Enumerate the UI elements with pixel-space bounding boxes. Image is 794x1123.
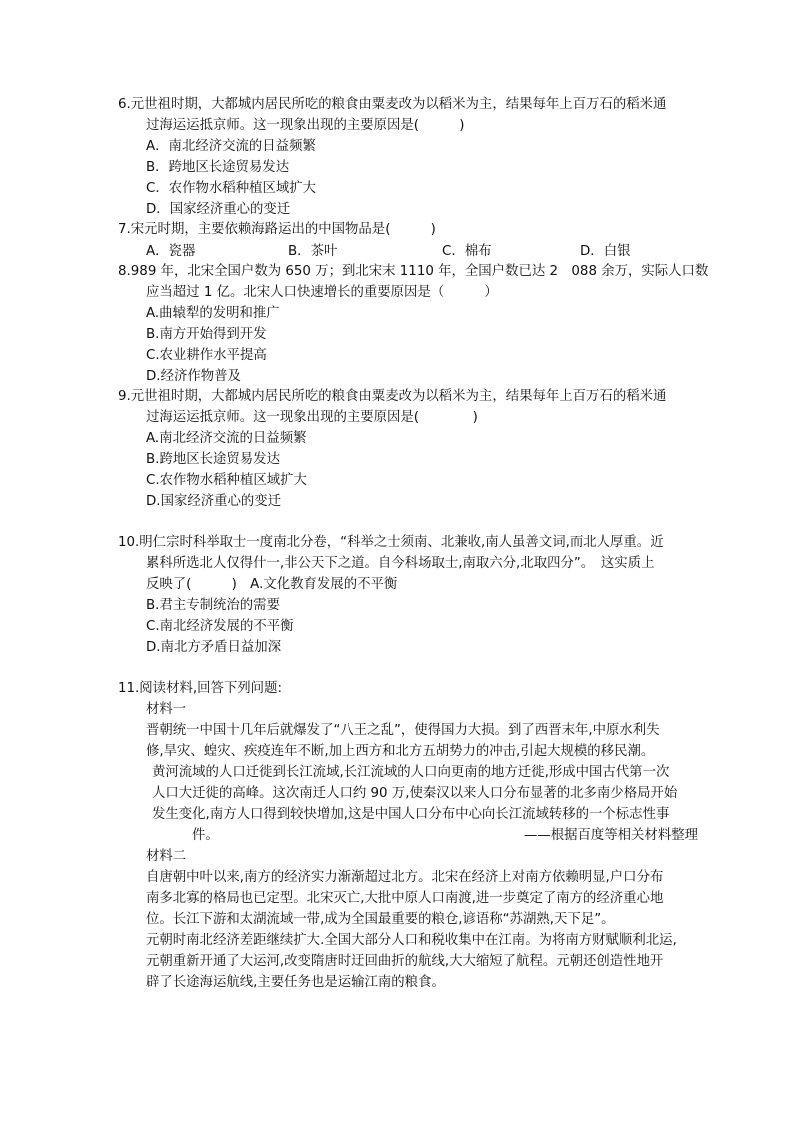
q6-option-c: C．农作物水稻种植区域扩大 — [146, 181, 317, 196]
q11-material1-line: 件。 — [192, 828, 219, 843]
q10-stem-line2: 累科所选北人仅得什一,非公天下之道。自今科场取士,南取六分,北取四分”。 这实质上 — [146, 556, 655, 571]
q11-stem: 11.阅读材料,回答下列问题: — [118, 681, 282, 696]
q11-material1-line: 发生变化,南方人口得到较快增加,这是中国人口分布中心向长江流域转移的一个标志性事 — [152, 807, 670, 822]
q11-material1-source: ——根据百度等相关材料整理 — [523, 828, 698, 843]
q10-option-c: C.南北经济发展的不平衡 — [146, 619, 294, 634]
q10-option-b: B.君主专制统治的需要 — [146, 598, 280, 613]
q11-material1-line: 晋朝统一中国十几年后就爆发了“八王之乱”，使得国力大损。到了西晋末年,中原水利失 — [146, 723, 660, 738]
q11-material2-title: 材料二 — [146, 849, 187, 864]
q6-option-b: B．跨地区长途贸易发达 — [146, 160, 290, 175]
q7-option-d: D．白银 — [580, 244, 631, 259]
q7-stem: 7.宋元时期，主要依赖海路运出的中国物品是( ) — [118, 222, 436, 237]
q11-material2-line: 南多北寡的格局也已定型。北宋灭亡,大批中原人口南渡,进一步奠定了南方的经济重心地 — [146, 891, 664, 906]
q6-option-a: A．南北经济交流的日益频繁 — [146, 139, 316, 154]
q7-option-b: B．茶叶 — [288, 244, 338, 259]
q9-stem-line2: 过海运运抵京师。这一现象出现的主要原因是( ) — [146, 410, 478, 425]
q9-option-a: A.南北经济交流的日益频繁 — [146, 431, 307, 446]
q10-stem-line3: 反映了( ) A.文化教育发展的不平衡 — [146, 577, 398, 592]
q8-option-a: A.曲辕犁的发明和推广 — [146, 306, 280, 321]
q8-option-b: B.南方开始得到开发 — [146, 327, 267, 342]
q6-stem-line2: 过海运运抵京师。这一现象出现的主要原因是( ) — [146, 118, 465, 133]
q8-option-d: D.经济作物普及 — [146, 369, 241, 384]
q11-material2-line: 元朝重新开通了大运河,改变隋唐时迂回曲折的航线,大大缩短了航程。元朝还创造性地开 — [146, 954, 664, 969]
q8-stem-line1: 8.989 年，北宋全国户数为 650 万；到北宋末 1110 年，全国户数已达 2 088 余万，实际人口数 — [118, 264, 709, 279]
q8-stem-line2: 应当超过 1 亿。北宋人口快速增长的重要原因是（ ） — [146, 285, 498, 300]
q9-option-d: D.国家经济重心的变迁 — [146, 494, 282, 509]
q11-material1-line: 黄河流域的人口迁徙到长江流域,长江流域的人口向更南的地方迁徙,形成中国古代第一次 — [152, 765, 670, 780]
q11-material2-line: 辟了长途海运航线,主要任务也是运输江南的粮食。 — [146, 975, 445, 990]
q11-material2-line: 元朝时南北经济差距继续扩大.全国大部分人口和税收集中在江南。为将南方财赋顺利北运, — [146, 933, 677, 948]
q11-material1-line: 修,旱灾、蝗灾、疾疫连年不断,加上西方和北方五胡势力的冲击,引起大规模的移民潮。 — [146, 744, 655, 759]
q11-material2-line: 位。长江下游和太湖流域一带,成为全国最重要的粮仓,谚语称“苏湖熟,天下足”。 — [146, 912, 615, 927]
q8-option-c: C.农业耕作水平提高 — [146, 348, 267, 363]
q9-stem-line1: 9.元世祖时期，大都城内居民所吃的粮食由粟麦改为以稻米为主，结果每年上百万石的稻米通 — [118, 389, 667, 404]
q11-material1-line: 人口大迁徙的高峰。这次南迁人口约 90 万,使秦汉以来人口分布显著的北多南少格局开始 — [152, 786, 678, 801]
q11-material2-line: 自唐朝中叶以来,南方的经济实力渐渐超过北方。北宋在经济上对南方依赖明显,户口分布 — [146, 870, 664, 885]
q10-option-d: D.南北方矛盾日益加深 — [146, 640, 282, 655]
q9-option-c: C.农作物水稻种植区域扩大 — [146, 473, 307, 488]
q6-stem-line1: 6.元世祖时期，大都城内居民所吃的粮食由粟麦改为以稻米为主，结果每年上百万石的稻米通 — [118, 97, 667, 112]
q6-option-d: D．国家经济重心的变迁 — [146, 202, 291, 217]
q10-stem-line1: 10.明仁宗时科举取士一度南北分卷，“科举之士须南、北兼收,南人虽善文词,而北人厚重。近 — [118, 535, 664, 550]
q9-option-b: B.跨地区长途贸易发达 — [146, 452, 280, 467]
q11-material1-title: 材料一 — [146, 702, 187, 717]
q7-option-a: A．瓷器 — [146, 244, 196, 259]
q7-option-c: C．棉布 — [442, 244, 492, 259]
